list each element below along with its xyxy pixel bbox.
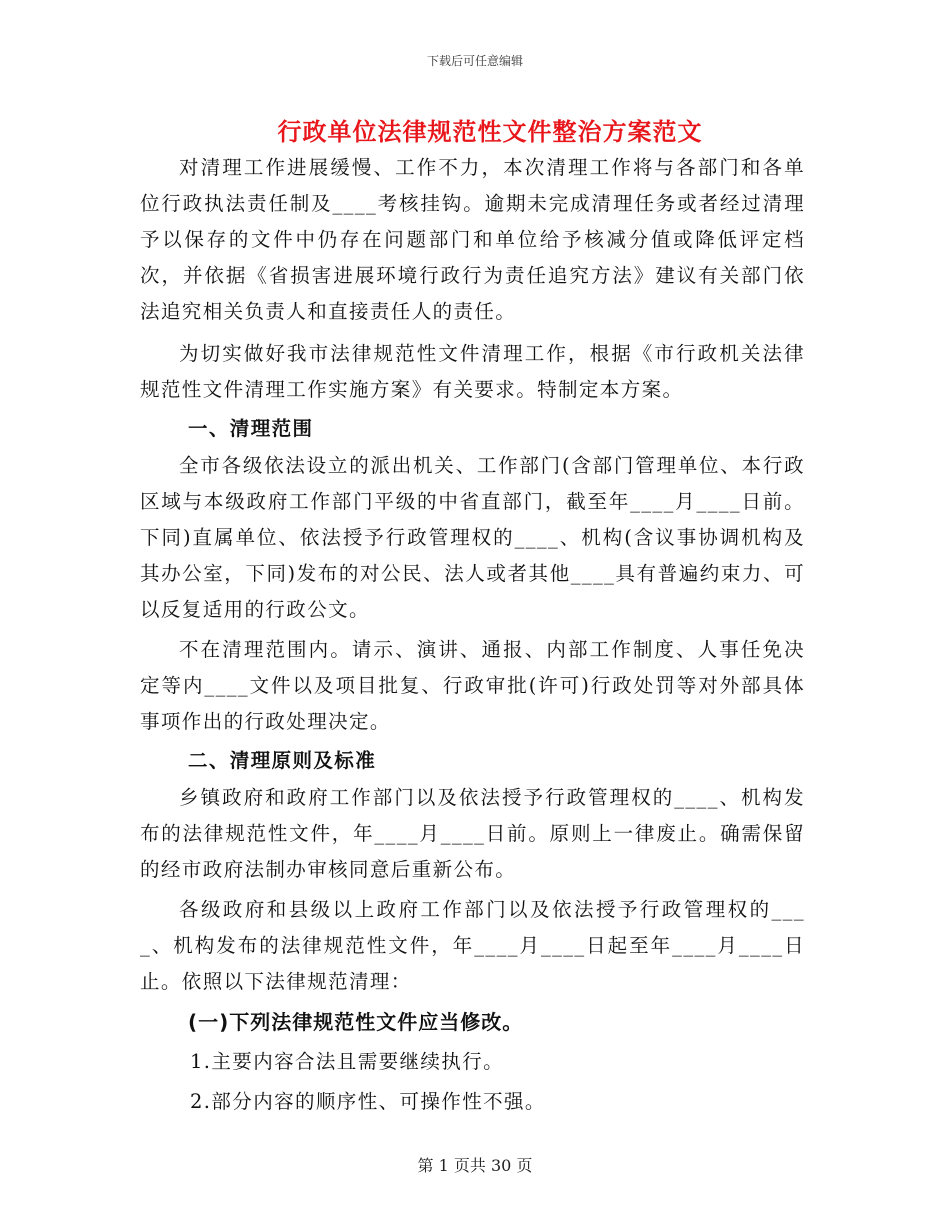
document-body (140, 150, 805, 1122)
document-title: 行政单位法律规范性文件整治方案范文 (277, 118, 703, 146)
paragraph-2: 为切实做好我市法律规范性文件清理工作，根据《市行政机关法律规范性文件清理工作实施方案》有关要求。特制定本方案。 (140, 342, 805, 401)
section-heading-1: 一、清理范围 (188, 417, 314, 440)
list-item-1: 1.主要内容合法且需要继续执行。 (190, 1050, 505, 1073)
subsection-heading-1: (一)下列法律规范性文件应当修改。 (188, 1010, 524, 1034)
paragraph-1: 对清理工作进展缓慢、工作不力，本次清理工作将与各部门和各单位行政执法责任制及____考核挂钩。逾期未完成清理任务或者经过清理予以保存的文件中仍存在问题部门和单位给予核减分值或降低评定档次，并依据《省损害进展环境行政行为责任追究方法》建议有关部门依法追究相关负责人和直接责任人的责任。 (140, 156, 805, 323)
paragraph-5: 乡镇政府和政府工作部门以及依法授予行政管理权的____、机构发布的法律规范性文件，年____月____日前。原则上一律废止。确需保留的经市政府法制办审核同意后重新公布。 (140, 786, 805, 881)
paragraph-4: 不在清理范围内。请示、演讲、通报、内部工作制度、人事任免决定等内____文件以及项目批复、行政审批(许可)行政处罚等对外部具体事项作出的行政处理决定。 (140, 638, 805, 733)
paragraph-6: 各级政府和县级以上政府工作部门以及依法授予行政管理权的____、机构发布的法律规范性文件，年____月____日起至年____月____日止。依照以下法律规范清理： (140, 898, 805, 993)
list-item-2: 2.部分内容的顺序性、可操作性不强。 (190, 1090, 546, 1113)
section-heading-2: 二、清理原则及标准 (188, 749, 377, 772)
page-footer: 第 1 页共 30 页 (417, 1156, 533, 1175)
paragraph-3: 全市各级依法设立的派出机关、工作部门(含部门管理单位、本行政区域与本级政府工作部门平级的中省直部门，截至年____月____日前。下同)直属单位、依法授予行政管理权的____、机构(含议事协调机构及其办公室，下同)发布的对公民、法人或者其他____具有普遍约束力、可以反复适用的行政公文。 (140, 454, 805, 621)
header-note: 下载后可任意编辑 (426, 54, 523, 68)
